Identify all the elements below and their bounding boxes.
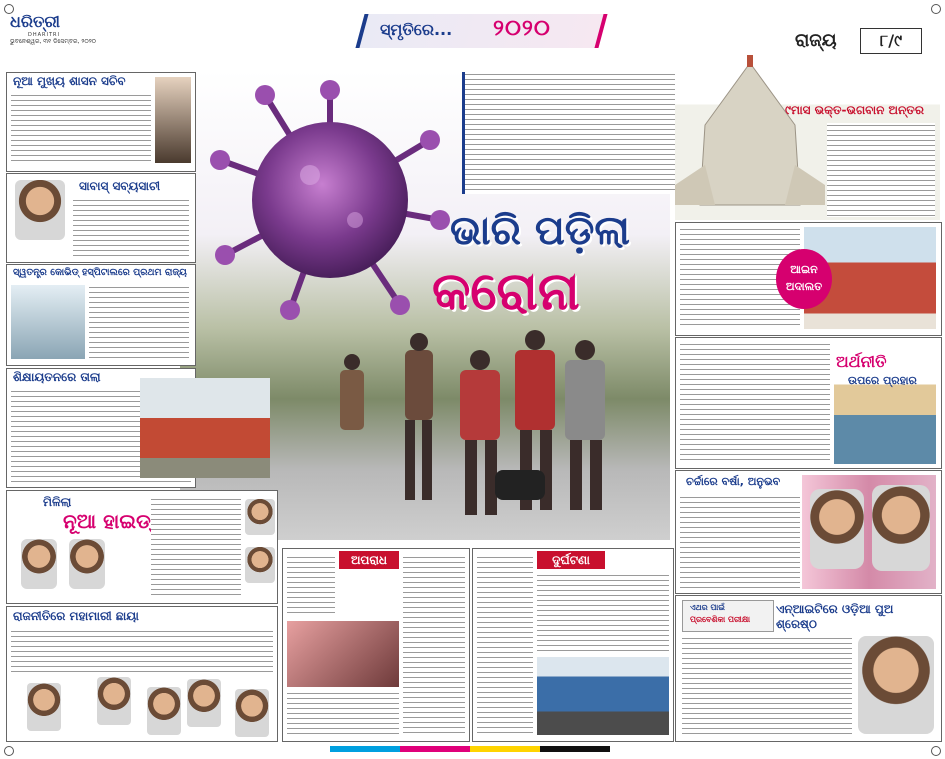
- virus-illustration: [200, 70, 460, 330]
- banner-year: ୨୦୨୦: [493, 16, 551, 41]
- person-photo: [245, 547, 275, 583]
- article-title: ଅର୍ଥନୀତି: [836, 352, 887, 371]
- article-kicker: ମିଳିଲା: [43, 495, 72, 509]
- lead-article-text: [462, 72, 677, 194]
- migrant-workers-photo: [300, 330, 640, 530]
- hospital-photo: [11, 285, 85, 359]
- article-varsha-anubhav: [675, 470, 942, 594]
- brand-subname: DHARITRI: [28, 32, 60, 38]
- person-photo: [97, 677, 131, 725]
- person-photo: [21, 539, 57, 589]
- person-photo: [187, 679, 221, 727]
- masthead-logo: [10, 12, 70, 38]
- banner-prefix: ସ୍ମୃତିରେ...: [380, 20, 453, 39]
- article-subtitle: ଉପରେ ପ୍ରହାର: [848, 374, 917, 387]
- article-law-court: [675, 222, 942, 336]
- page-number: ୮/୯: [860, 28, 922, 54]
- person-photo: [69, 539, 105, 589]
- color-registration-bar: [330, 746, 610, 752]
- article-nit-topper: [675, 595, 942, 742]
- article-body: [11, 93, 151, 165]
- person-photo: [872, 485, 930, 571]
- article-body: [287, 691, 399, 735]
- registration-mark: [931, 746, 941, 756]
- school-building-photo: [140, 378, 270, 478]
- article-title: ନୂଆ ହାଇଡ୍: [63, 509, 151, 533]
- article-body: [151, 497, 241, 597]
- kicker-line2: ପ୍ରବେଶିକା ପରୀକ୍ଷା: [690, 615, 751, 624]
- article-sabyasachi: [6, 173, 196, 263]
- brand-name: ଧରିତ୍ରୀ: [10, 12, 60, 31]
- article-body: [73, 198, 189, 256]
- article-title: ଆଇନ ଅଦାଲତ: [785, 263, 823, 293]
- article-body: [89, 285, 189, 359]
- registration-mark: [4, 746, 14, 756]
- section-name: ରାଜ୍ୟ: [795, 30, 837, 51]
- article-body: [680, 495, 800, 589]
- person-photo: [810, 489, 864, 569]
- registration-mark: [931, 4, 941, 14]
- article-devotee-lord: [675, 55, 940, 220]
- person-photo: [235, 689, 269, 737]
- article-title: ଶିକ୍ଷାୟତନରେ ତାଲା: [13, 370, 101, 384]
- article-covid-hospital: [6, 264, 196, 366]
- article-accidents: [472, 548, 674, 742]
- article-title: ଚର୍ଚ୍ଚାରେ ବର୍ଷା, ଅନୁଭବ: [686, 475, 781, 488]
- person-photo: [155, 77, 191, 163]
- person-photo: [147, 687, 181, 735]
- article-body: [680, 342, 830, 464]
- article-body: [537, 573, 669, 653]
- article-title: ସ୍ୱତନ୍ତ୍ର କୋଭିଡ୍ ହସ୍ପିଟାଲରେ ପ୍ରଥମ ରାଜ୍ୟ: [13, 267, 187, 278]
- article-body: [287, 555, 335, 615]
- article-title: ୯ମାସ ଭକ୍ତ-ଭଗବାନ ଅନ୍ତର: [785, 103, 924, 117]
- person-photo: [27, 683, 61, 731]
- temple-photo: [675, 55, 825, 215]
- article-body: [477, 555, 533, 735]
- article-politics-pandemic: [6, 606, 278, 742]
- crime-illustration: [287, 621, 399, 687]
- article-economy-hit: [675, 337, 942, 469]
- person-photo: [15, 180, 65, 240]
- person-photo: [245, 499, 275, 535]
- article-body: [682, 636, 852, 736]
- article-title: ଅପରାଧ: [339, 551, 399, 569]
- article-chief-secretary: [6, 72, 196, 172]
- headline-line2: କରୋନା: [432, 262, 580, 322]
- article-crime: [282, 548, 470, 742]
- article-title: ରାଜନୀତିରେ ମହାମାରୀ ଛାୟା: [13, 609, 139, 623]
- dateline: ଭୁବନେଶ୍ୱର, ୩୧ ଡିସେମ୍ବର, ୨୦୨୦: [10, 38, 97, 45]
- article-title: ଏନ୍ଆଇଟିରେ ଓଡ଼ିଆ ପୁଅ ଶ୍ରେଷ୍ଠ: [776, 602, 894, 631]
- article-new-high-command: [6, 490, 278, 604]
- article-title: ଦୁର୍ଘଟଣା: [537, 551, 605, 569]
- accident-bus-photo: [537, 657, 669, 735]
- article-body: [827, 123, 935, 217]
- article-title: ନୂଆ ମୁଖ୍ୟ ଶାସନ ସଚିବ: [7, 73, 195, 89]
- article-body: [403, 555, 465, 735]
- kicker-line1: ଏଥର ପାଇଁ: [690, 603, 725, 612]
- article-body: [11, 629, 273, 675]
- person-photo: [858, 636, 934, 734]
- headline-line1: ଭାରି ପଡ଼ିଲା: [450, 208, 630, 254]
- article-title: ସାବାସ୍ ସବ୍ୟସାଚୀ: [79, 179, 161, 193]
